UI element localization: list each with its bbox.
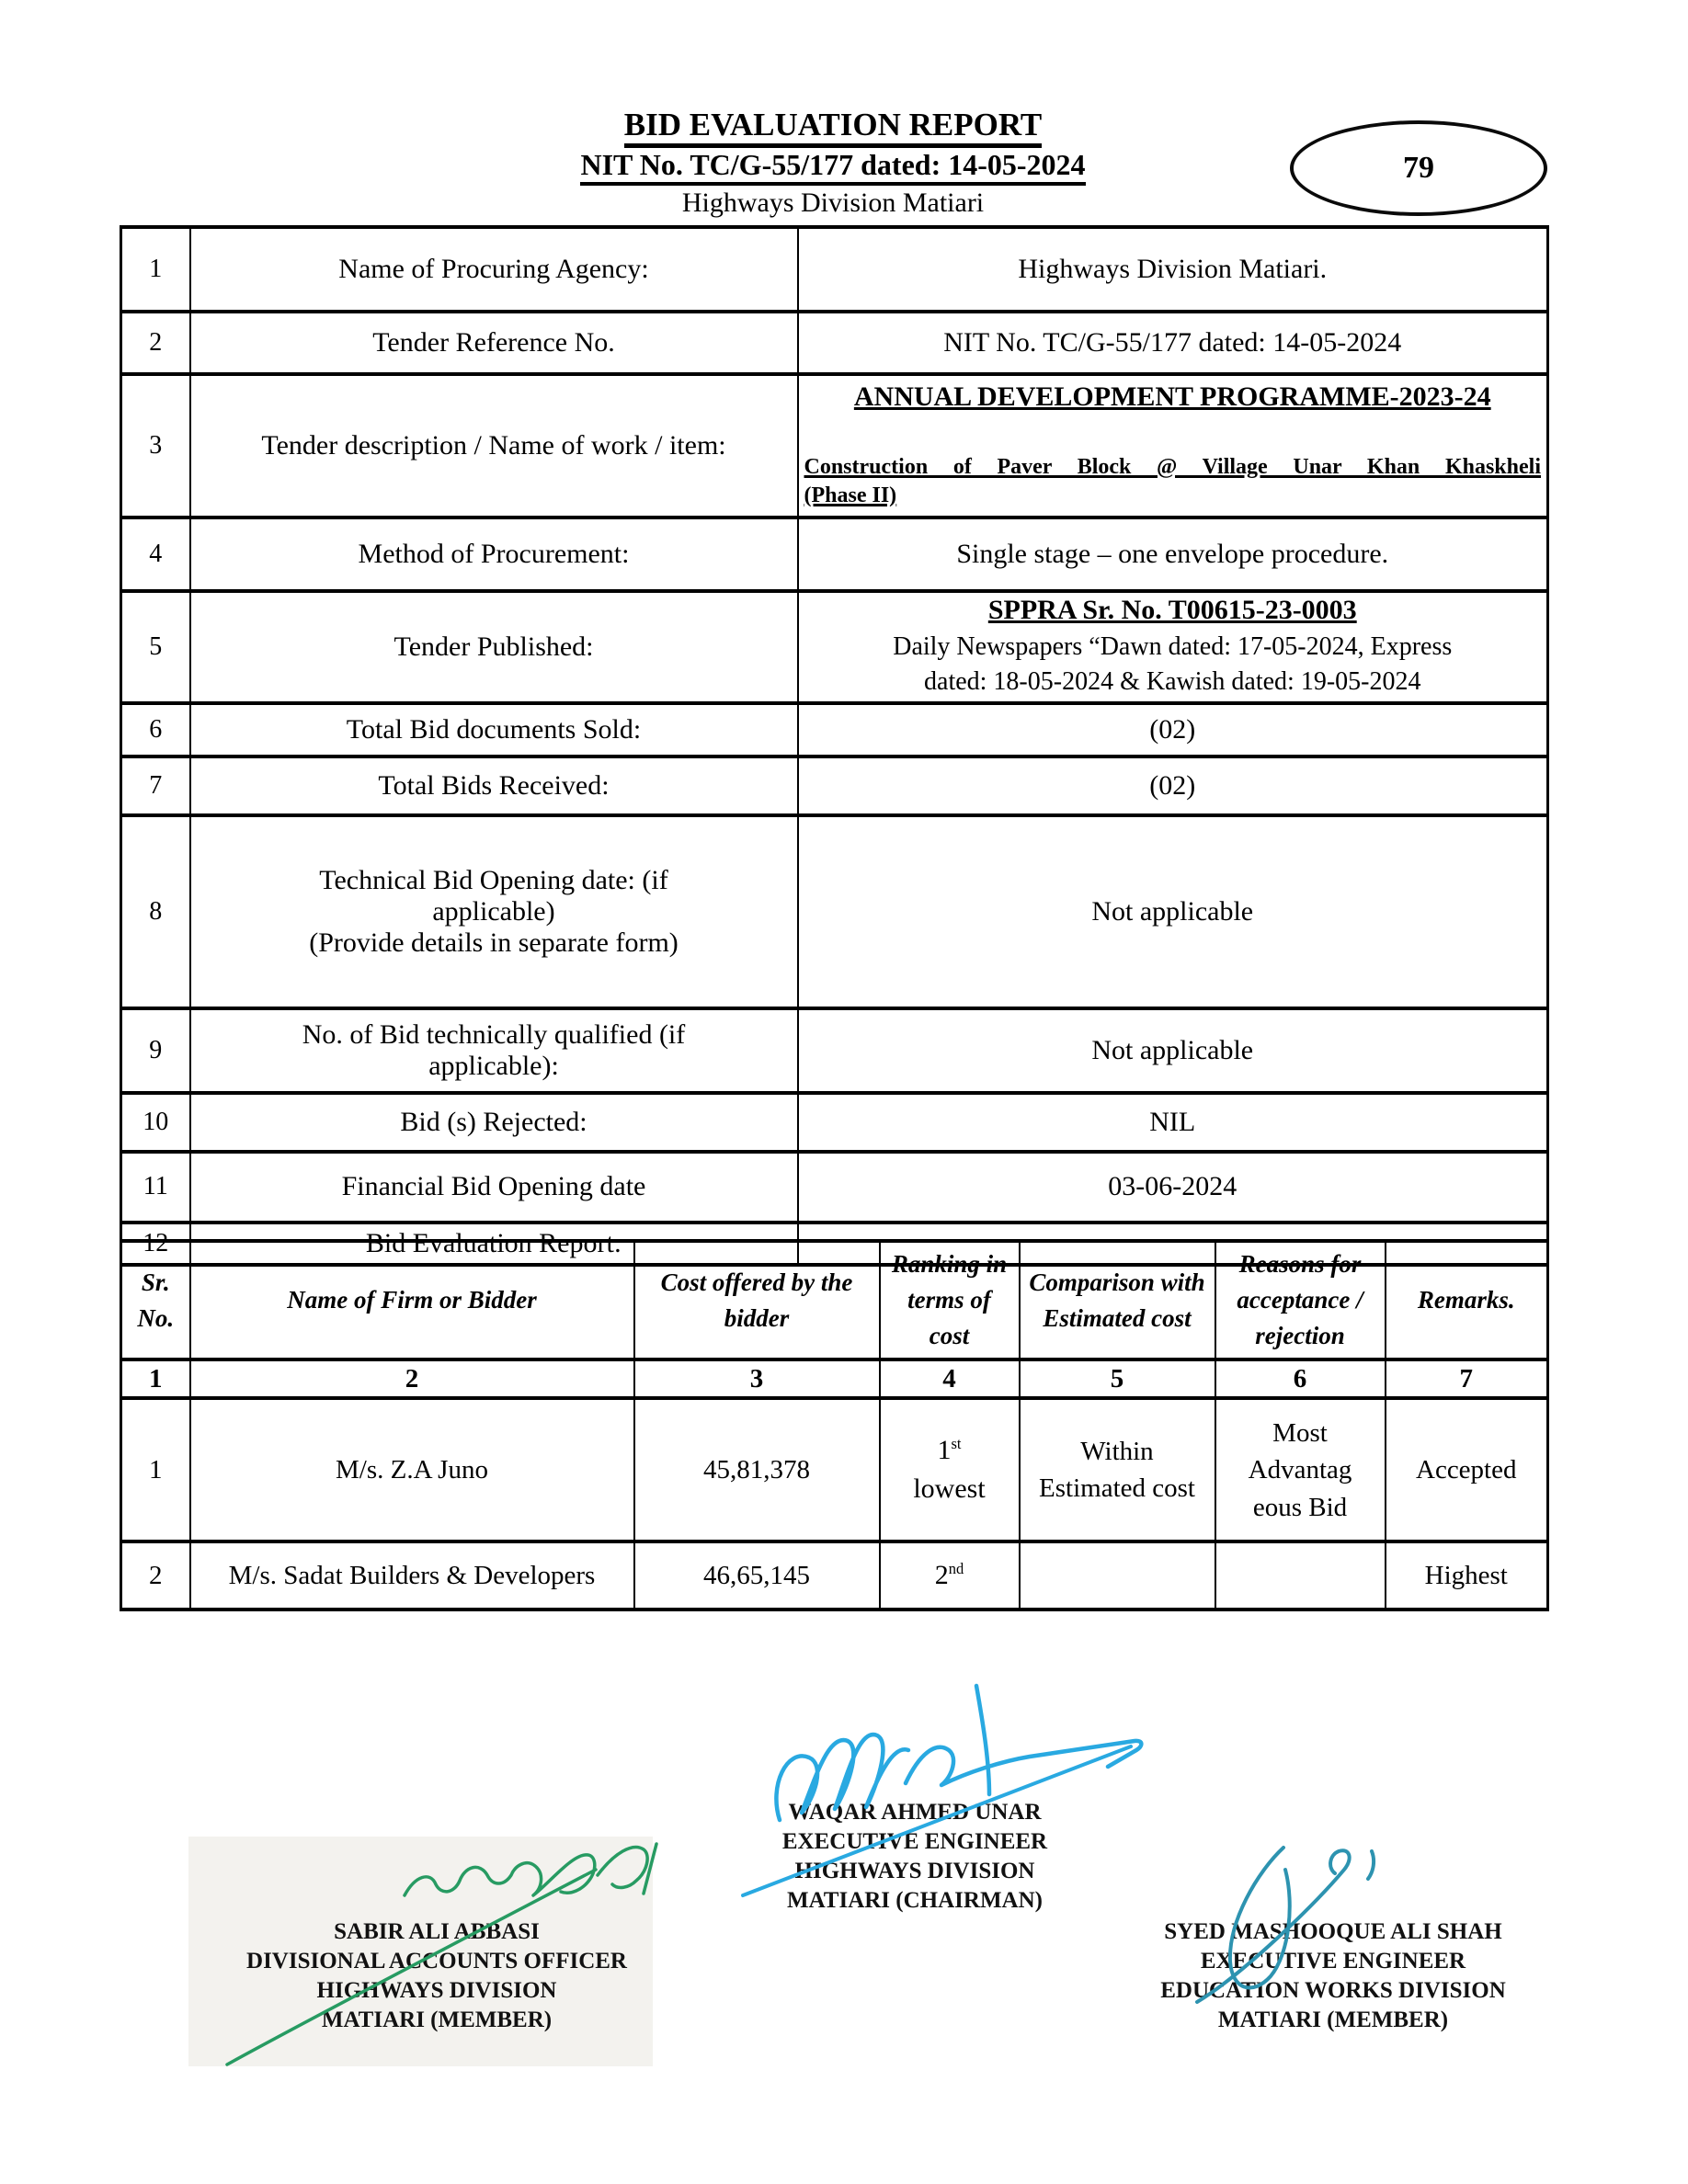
signatory-designation: DIVISIONAL ACCOUNTS OFFICER (246, 1949, 627, 1974)
row-number: 11 (121, 1152, 190, 1223)
column-number: 2 (190, 1359, 634, 1398)
signatory-chairman (611, 1798, 1218, 1916)
row-number: 9 (121, 1008, 190, 1093)
bidder-reasons: Most Advantag eous Bid (1215, 1398, 1386, 1541)
table-row (121, 1093, 1548, 1152)
column-header-cost: Cost offered by the bidder (634, 1241, 880, 1359)
rank-word: lowest (913, 1473, 986, 1505)
work-name: Construction of Paver Block @ Village Unar Khan Khaskheli (804, 455, 1541, 479)
column-number: 7 (1386, 1359, 1548, 1398)
row-label: Bid Evaluation Report: (190, 1223, 798, 1265)
bidder-sr: 2 (121, 1541, 190, 1610)
bidder-cost: 46,65,145 (634, 1541, 880, 1610)
sppra-serial: SPPRA Sr. No. T00615-23-0003 (987, 595, 1357, 625)
page-number: 79 (1403, 151, 1434, 185)
bidder-row (121, 1541, 1548, 1610)
table-row (121, 703, 1548, 756)
table-row (121, 312, 1548, 374)
row-label: No. of Bid technically qualified (if applicable): (190, 1008, 798, 1093)
bidder-name: M/s. Sadat Builders & Developers (190, 1541, 634, 1610)
column-header-firm: Name of Firm or Bidder (190, 1241, 634, 1359)
row-value: Not applicable (798, 815, 1548, 1008)
row-label: Method of Procurement: (190, 518, 798, 591)
row-value: Single stage – one envelope procedure. (798, 518, 1548, 591)
row-value: NIT No. TC/G-55/177 dated: 14-05-2024 (798, 312, 1548, 374)
table-row (121, 374, 1548, 518)
signatory-name: WAQAR AHMED UNAR (788, 1800, 1042, 1825)
bidder-remarks: Accepted (1386, 1398, 1548, 1541)
signatory-office: HIGHWAYS DIVISION (316, 1978, 557, 2003)
bid-table-header-row (121, 1241, 1548, 1359)
row-value: NIL (798, 1093, 1548, 1152)
bidder-cost: 45,81,378 (634, 1398, 880, 1541)
programme-heading: ANNUAL DEVELOPMENT PROGRAMME-2023-24 (853, 381, 1491, 412)
table-row (121, 756, 1548, 815)
row-value: (02) (798, 756, 1548, 815)
column-number: 5 (1020, 1359, 1215, 1398)
bidder-name: M/s. Z.A Juno (190, 1398, 634, 1541)
table-row (121, 815, 1548, 1008)
bidder-comparison (1020, 1541, 1215, 1610)
bidder-rank (880, 1398, 1020, 1541)
row-number: 3 (121, 374, 190, 518)
division-name: Highways Division Matiari (681, 188, 985, 218)
row-label (190, 815, 798, 1008)
tender-info-table (120, 225, 1549, 1267)
table-row (121, 227, 1548, 312)
row-value (798, 374, 1548, 518)
table-row (121, 1008, 1548, 1093)
column-header-ranking: Ranking in terms of cost (880, 1241, 1020, 1359)
row-number: 8 (121, 815, 190, 1008)
row-label: Financial Bid Opening date (190, 1152, 798, 1223)
column-number: 1 (121, 1359, 190, 1398)
signatory-role: MATIARI (MEMBER) (321, 2008, 553, 2032)
signatory-member-right (1048, 1917, 1618, 2035)
bidder-sr: 1 (121, 1398, 190, 1541)
table-row (121, 518, 1548, 591)
column-header-remarks: Remarks. (1386, 1241, 1548, 1359)
page-number-badge (1290, 120, 1547, 216)
row-value (798, 591, 1548, 703)
row-label: Total Bids Received: (190, 756, 798, 815)
row-label-main: Technical Bid Opening date: (if applicable) (319, 864, 668, 927)
row-value: (02) (798, 703, 1548, 756)
bidder-reasons (1215, 1541, 1386, 1610)
column-header-reasons: Reasons for acceptance / rejection (1215, 1241, 1386, 1359)
table-row (121, 591, 1548, 703)
row-value: 03-06-2024 (798, 1152, 1548, 1223)
row-number: 1 (121, 227, 190, 312)
row-number: 6 (121, 703, 190, 756)
row-number: 4 (121, 518, 190, 591)
signatory-office: EDUCATION WORKS DIVISION (1160, 1978, 1506, 2003)
column-number: 6 (1215, 1359, 1386, 1398)
rank-number: 1 (937, 1435, 952, 1466)
column-number: 4 (880, 1359, 1020, 1398)
bidder-rank (880, 1541, 1020, 1610)
table-row (121, 1152, 1548, 1223)
signatory-designation: EXECUTIVE ENGINEER (1200, 1949, 1466, 1974)
nit-reference-line: NIT No. TC/G-55/177 dated: 14-05-2024 (120, 148, 1546, 182)
rank-number: 2 (934, 1560, 949, 1591)
work-phase: (Phase II) (804, 483, 897, 507)
rank-ordinal: nd (948, 1560, 964, 1578)
column-number: 3 (634, 1359, 880, 1398)
bidder-comparison: Within Estimated cost (1020, 1398, 1215, 1541)
row-label: Tender Published: (190, 591, 798, 703)
signatory-office: HIGHWAYS DIVISION (794, 1859, 1035, 1883)
row-number: 10 (121, 1093, 190, 1152)
bidder-remarks: Highest (1386, 1541, 1548, 1610)
row-label: Name of Procuring Agency: (190, 227, 798, 312)
signatory-role: MATIARI (CHAIRMAN) (787, 1888, 1043, 1913)
column-header-comparison: Comparison with Estimated cost (1020, 1241, 1215, 1359)
row-number: 7 (121, 756, 190, 815)
signatory-role: MATIARI (MEMBER) (1217, 2008, 1449, 2032)
bid-evaluation-table (120, 1239, 1549, 1611)
row-label-note: (Provide details in separate form) (309, 927, 679, 958)
signatory-designation: EXECUTIVE ENGINEER (781, 1829, 1048, 1854)
publication-detail: Daily Newspapers “Dawn dated: 17-05-2024, Express dated: 18-05-2024 & Kawish dated: 19-05-2024 (893, 632, 1453, 696)
rank-ordinal: st (951, 1435, 962, 1453)
row-number: 5 (121, 591, 190, 703)
row-label: Bid (s) Rejected: (190, 1093, 798, 1152)
row-number: 12 (121, 1223, 190, 1265)
bid-table-number-row (121, 1359, 1548, 1398)
row-label: Tender description / Name of work / item: (190, 374, 798, 518)
column-header-sr: Sr. No. (121, 1241, 190, 1359)
signatory-member-left (161, 1917, 713, 2035)
signatory-name: SYED MASHOOQUE ALI SHAH (1164, 1919, 1502, 1944)
row-value: Not applicable (798, 1008, 1548, 1093)
row-value: Highways Division Matiari. (798, 227, 1548, 312)
row-label: Total Bid documents Sold: (190, 703, 798, 756)
row-label: Tender Reference No. (190, 312, 798, 374)
signatory-name: SABIR ALI ABBASI (334, 1919, 540, 1944)
bidder-row (121, 1398, 1548, 1541)
row-number: 2 (121, 312, 190, 374)
report-title: BID EVALUATION REPORT (120, 107, 1546, 143)
